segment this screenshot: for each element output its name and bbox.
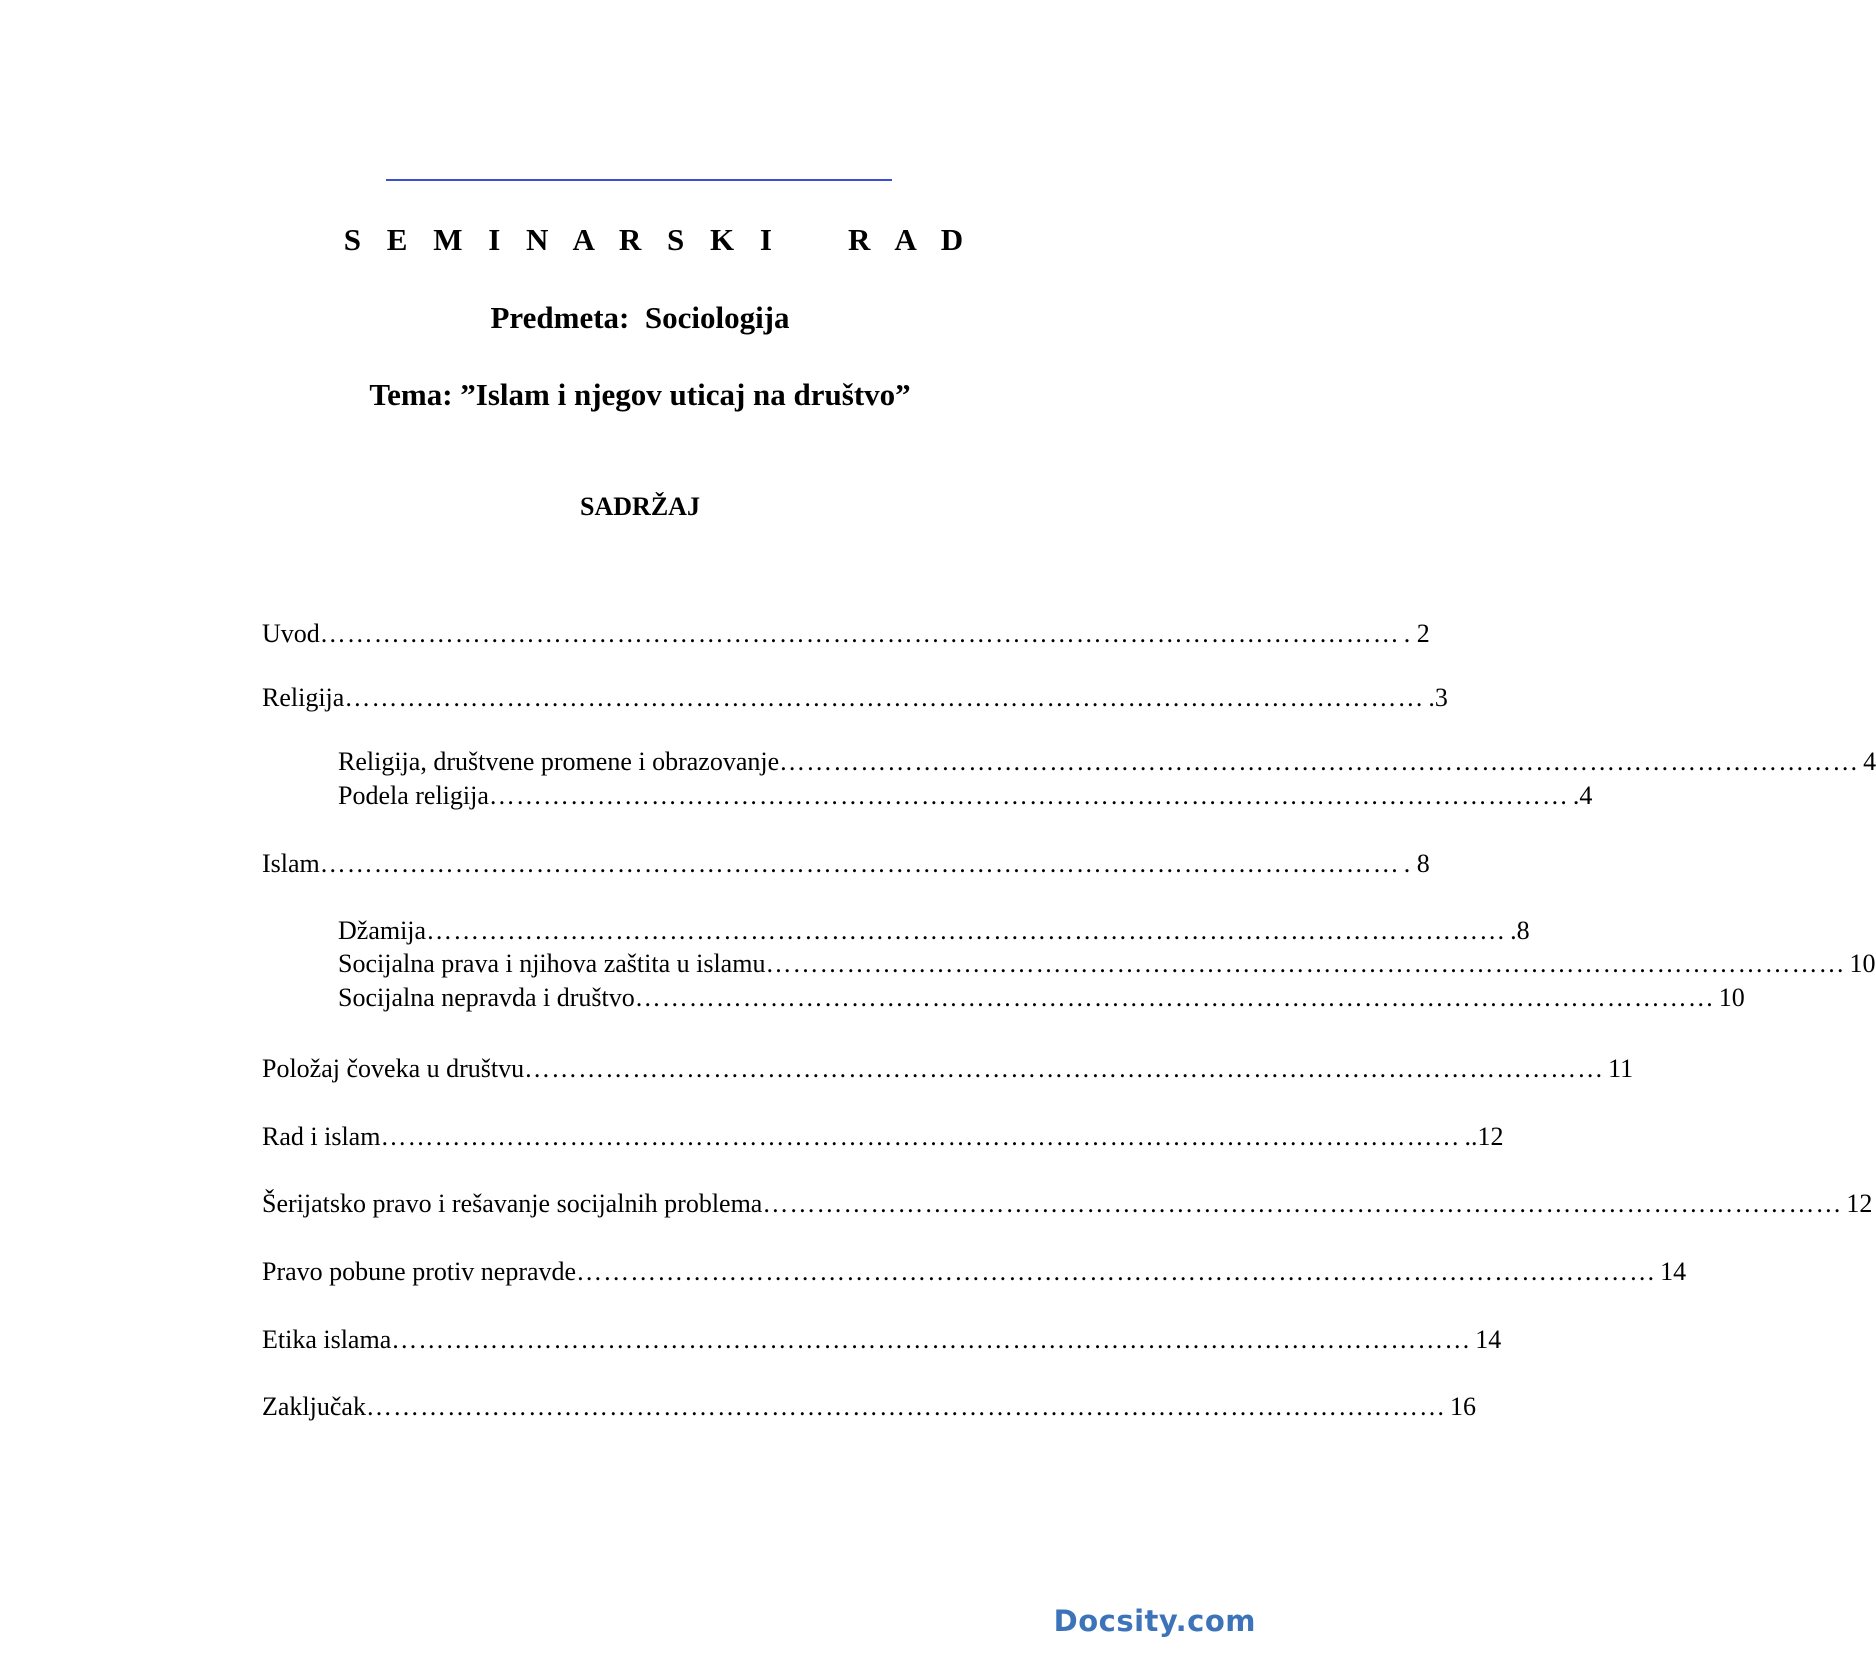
toc-leader-dots: ………………………………………………………………………………………………………… (488, 781, 1569, 810)
toc-entry-page: . 2 (1403, 619, 1430, 648)
document-title: S E M I N A R S K I R A D (343, 222, 973, 257)
toc-entry-page: 14 (1475, 1325, 1502, 1354)
toc-entry-label: Podela religija (338, 781, 489, 810)
toc-entry-label: Socijalna nepravda i društvo (338, 983, 635, 1012)
toc-entry-page: 16 (1449, 1392, 1476, 1421)
toc-entry-religija-drustvene-promene[interactable] (338, 746, 1876, 778)
toc-entry-dzamija[interactable] (338, 915, 1530, 947)
toc-leader-dots: ………………………………………………………………………………………………………… (380, 1122, 1461, 1151)
toc-leader-dots: ………………………………………………………………………………………………………… (576, 1257, 1657, 1286)
toc-entry-label: Islam (262, 849, 320, 878)
toc-entry-socijalna-nepravda[interactable] (338, 982, 1745, 1014)
toc-entry-socijalna-prava[interactable] (338, 948, 1876, 980)
toc-leader-dots: ………………………………………………………………………………………………………… (319, 849, 1400, 878)
topic-line: Tema: ”Islam i njegov uticaj na društvo” (369, 377, 911, 412)
toc-entry-podela-religija[interactable] (338, 780, 1593, 812)
toc-leader-dots: ………………………………………………………………………………………………………… (762, 1189, 1843, 1218)
toc-leader-dots: ………………………………………………………………………………………………………… (765, 949, 1846, 978)
toc-entry-label: Položaj čoveka u društvu (262, 1054, 525, 1083)
toc-entry-label: Religija, društvene promene i obrazovanje (338, 747, 780, 776)
toc-entry-page: .8 (1510, 916, 1530, 945)
toc-entry-page: 4 (1863, 747, 1876, 776)
toc-heading: SADRŽAJ (580, 492, 700, 521)
toc-entry-page: 11 (1608, 1054, 1634, 1083)
toc-entry-label: Zaključak (262, 1392, 366, 1421)
toc-leader-dots: ………………………………………………………………………………………………………… (319, 619, 1400, 648)
toc-entry-page: .4 (1572, 781, 1593, 810)
toc-entry-etika-islama[interactable] (262, 1324, 1502, 1356)
docsity-watermark: Docsity.com (1053, 1604, 1256, 1638)
toc-leader-dots: ………………………………………………………………………………………………………… (524, 1054, 1605, 1083)
toc-entry-page: .3 (1428, 683, 1448, 712)
toc-entry-islam[interactable] (262, 848, 1430, 880)
toc-entry-religija[interactable] (262, 682, 1448, 714)
toc-entry-serijatsko-pravo[interactable] (262, 1188, 1873, 1220)
toc-leader-dots: ………………………………………………………………………………………………………… (634, 983, 1715, 1012)
toc-entry-label: Etika islama (262, 1325, 392, 1354)
toc-entry-label: Religija (262, 683, 345, 712)
toc-leader-dots: ………………………………………………………………………………………………………… (426, 916, 1507, 945)
toc-leader-dots: ………………………………………………………………………………………………………… (779, 747, 1860, 776)
toc-leader-dots: ………………………………………………………………………………………………………… (344, 683, 1425, 712)
toc-entry-page: 10 (1849, 949, 1876, 978)
toc-entry-label: Socijalna prava i njihova zaštita u islamu (338, 949, 766, 978)
toc-entry-pravo-pobune[interactable] (262, 1256, 1687, 1288)
toc-entry-page: . 8 (1403, 849, 1430, 878)
toc-entry-label: Uvod (262, 619, 320, 648)
toc-entry-page: ..12 (1464, 1122, 1504, 1151)
toc-entry-page: 12 (1846, 1189, 1873, 1218)
toc-leader-dots: ………………………………………………………………………………………………………… (391, 1325, 1472, 1354)
toc-leader-dots: ………………………………………………………………………………………………………… (365, 1392, 1446, 1421)
toc-entry-label: Šerijatsko pravo i rešavanje socijalnih problema (262, 1189, 763, 1218)
toc-entry-uvod[interactable] (262, 618, 1430, 650)
toc-entry-label: Džamija (338, 916, 427, 945)
header-rule (386, 179, 892, 181)
toc-entry-polozaj-coveka[interactable] (262, 1053, 1634, 1085)
toc-entry-page: 14 (1660, 1257, 1687, 1286)
toc-entry-label: Pravo pobune protiv nepravde (262, 1257, 577, 1286)
toc-entry-zakljucak[interactable] (262, 1391, 1476, 1423)
toc-entry-label: Rad i islam (262, 1122, 381, 1151)
subject-line: Predmeta: Sociologija (490, 300, 790, 335)
toc-entry-rad-i-islam[interactable] (262, 1121, 1504, 1153)
toc-entry-page: 10 (1718, 983, 1745, 1012)
